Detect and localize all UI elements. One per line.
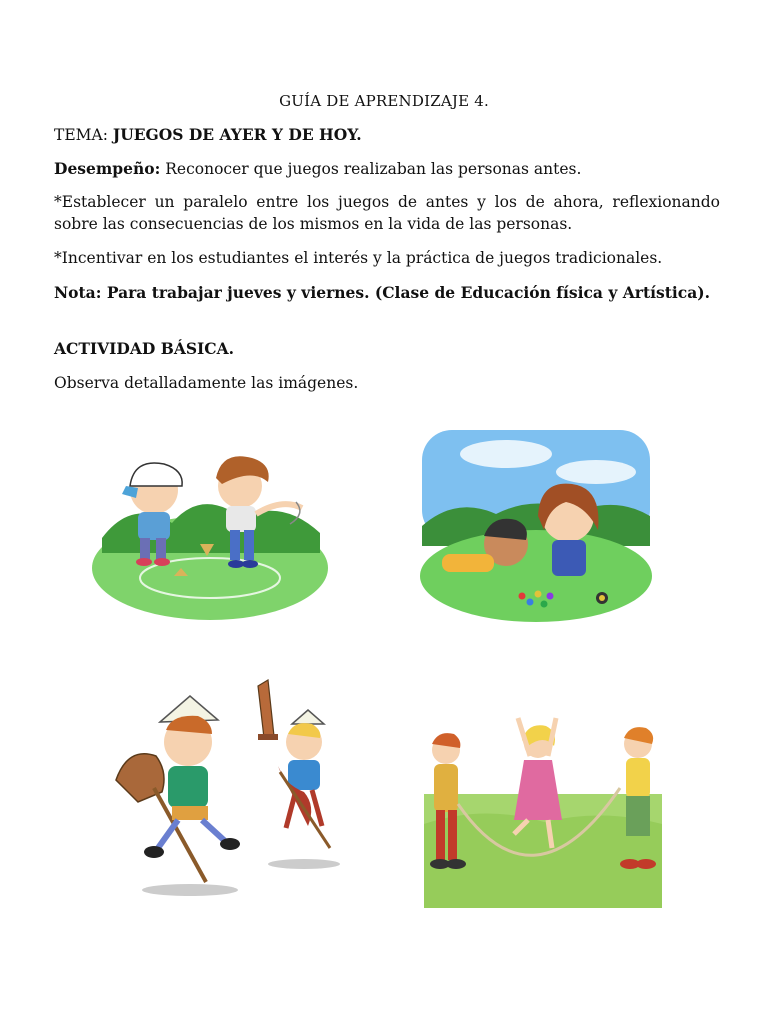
desempeno-label: Desempeño: xyxy=(54,159,161,178)
guide-title: GUÍA DE APRENDIZAJE 4. xyxy=(279,92,489,110)
illustration-stick-horse xyxy=(108,676,352,904)
nota-line: Nota: Para trabajar jueves y viernes. (Clase de Educación física y Artística). xyxy=(54,283,710,302)
desempeno-value: Reconocer que juegos realizaban las personas antes. xyxy=(160,160,582,178)
objective-2: *Incentivar en los estudiantes el interés y la práctica de juegos tradicionales. xyxy=(54,249,663,267)
illustration-marbles xyxy=(416,426,656,626)
tema-label: TEMA: xyxy=(54,126,113,144)
objective-1: *Establecer un paralelo entre los juegos de antes y los de ahora, reflexionando sobre las consecuencias de los mismos en la vida de las personas. xyxy=(54,193,720,233)
tema-line xyxy=(54,124,720,146)
illustration-spinning-top xyxy=(92,428,328,624)
illustration-jump-rope xyxy=(424,704,664,908)
tema-value: JUEGOS DE AYER Y DE HOY. xyxy=(112,125,362,144)
instruction-line: Observa detalladamente las imágenes. xyxy=(54,374,359,392)
desempeno-line xyxy=(54,158,720,180)
activity-heading: ACTIVIDAD BÁSICA. xyxy=(54,339,235,358)
